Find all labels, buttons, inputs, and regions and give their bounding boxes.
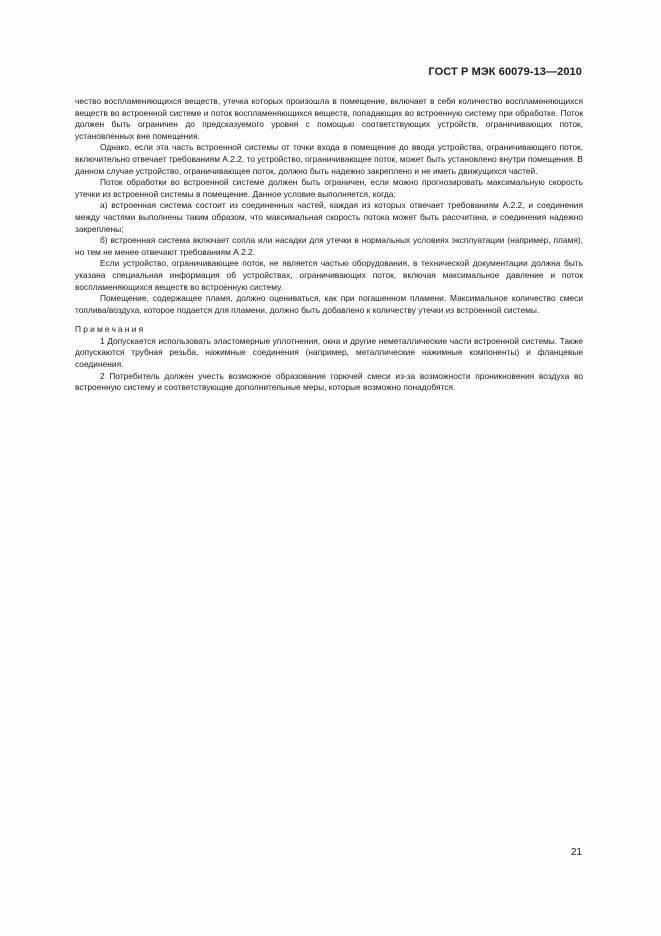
list-item-b: б) встроенная система включает сопла или насадки для утечки в нормальных условиях эксплуатации (например, пламя), но тем не менее отвечают требованиям А.2.2. xyxy=(75,235,583,257)
standard-code-header: ГОСТ Р МЭК 60079-13—2010 xyxy=(428,66,582,78)
page-number: 21 xyxy=(570,847,582,858)
document-body xyxy=(75,96,583,394)
note-item: 1 Допускается использовать эластомерные уплотнения, окна и другие неметаллические части встроенной системы. Также допускаются трубная резьба, нажимные соединения (например, металлические нажимные компоненты) и фланцевые соединения. xyxy=(75,335,583,370)
paragraph: Однако, если эта часть встроенной системы от точки входа в помещение до ввода устройства, ограничивающего поток, включительно отвечает требованиям А.2.2, то устройство, ограничивающее поток, может быть установлено внутри помещения. В данном случае устройство, ограничивающее поток, должно быть надежно закреплено и не иметь движущихся частей. xyxy=(75,142,583,176)
list-item-a: а) встроенная система состоит из соединенных частей, каждая из которых отвечает требованиям А.2.2, и соединения между частями выполнены таким образом, что максимальная скорость потока может быть рассчитана, и соединения надежно закреплены; xyxy=(75,200,583,234)
note-item: 2 Потребитель должен учесть возможное образование горючей смеси из-за возможности проникновения воздуха во встроенную систему и соответствующие дополнительные меры, которые возможно понадобятся. xyxy=(75,370,583,393)
notes-title: Примечания xyxy=(75,324,146,335)
paragraph: Помещение, содержащее пламя, должно оцениваться, как при погашенном пламени. Максимальное количество смеси топлива/воздуха, которое подается для пламени, должно быть добавлено к количеству утечки из встроенной системы. xyxy=(75,293,583,315)
paragraph: Поток обработки во встроенной системе должен быть ограничен, если можно прогнозировать максимальную скорость утечки из встроенной системы в помещение. Данное условие выполняется, когда: xyxy=(75,177,583,199)
paragraph: Если устройство, ограничивающее поток, не является частью оборудования, в технической документации должна быть указана специальная информация об устройствах, ограничивающих поток, включая максимальное давление и поток воспламеняющихся веществ во встроенную систему. xyxy=(75,258,583,292)
paragraph-continuation: чество воспламеняющихся веществ, утечка которых произошла в помещение, включает в себя количество воспламеняющихся веществ во встроенной системе и поток воспламеняющихся веществ, попадающих во встроенную систему при обработке. Поток должен быть ограничен до предсказуемого уровня с помощью соответствующих устройств, ограничивающих поток, установленных вне помещения. xyxy=(75,96,583,141)
